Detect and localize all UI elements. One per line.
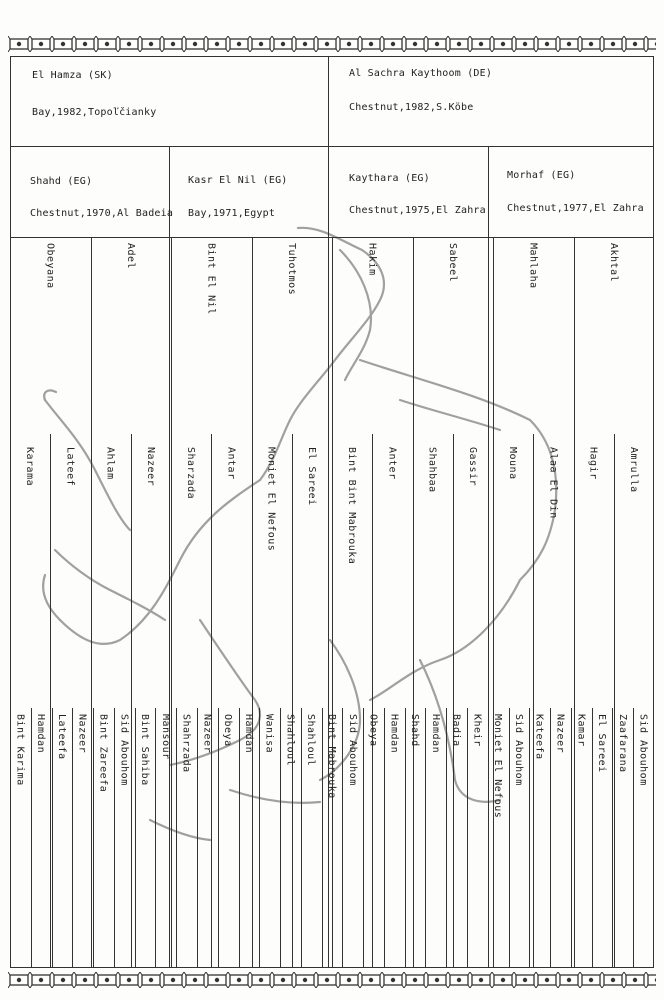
gen4-col-divider xyxy=(533,434,534,968)
gen5-col-divider xyxy=(467,708,468,968)
gen5-name: Kamar xyxy=(575,714,587,747)
gen5-name: Hamdan xyxy=(35,714,47,754)
gen5-col-divider xyxy=(425,708,426,968)
gen5-col-divider xyxy=(384,708,385,968)
gen5-name: Bint Karima xyxy=(14,714,26,786)
dam-name: Al Sachra Kaythoom (DE) xyxy=(349,68,493,79)
gen4-col-divider xyxy=(252,434,253,968)
dam-detail: Chestnut,1982,S.Köbe xyxy=(349,102,474,113)
gen5-col-divider xyxy=(135,708,136,968)
gen2-detail: Chestnut,1977,El Zahra xyxy=(507,203,644,214)
col-divider-gen1 xyxy=(328,56,329,968)
gen2-detail: Chestnut,1970,Al Badeia xyxy=(30,208,174,219)
gen5-col-divider xyxy=(571,708,572,968)
gen5-name: Nazeer xyxy=(201,714,213,754)
gen2-name: Kaythara (EG) xyxy=(349,173,430,184)
gen5-col-divider xyxy=(550,708,551,968)
gen5-name: Kateefa xyxy=(533,714,545,760)
gen5-col-divider xyxy=(529,708,530,968)
gen5-col-divider xyxy=(239,708,240,968)
sire-detail: Bay,1982,Topoľčianky xyxy=(32,107,157,118)
gen4-col-divider xyxy=(453,434,454,968)
gen5-name: Mansour xyxy=(159,714,171,760)
gen3-name: Obeyana xyxy=(44,243,56,289)
gen5-name: Hamdan xyxy=(388,714,400,754)
gen4-name: Karama xyxy=(24,447,36,487)
gen5-col-divider xyxy=(218,708,219,968)
sire-name: El Hamza (SK) xyxy=(32,70,113,81)
gen4-name: Gassir xyxy=(466,447,478,487)
gen5-col-divider xyxy=(301,708,302,968)
gen4-name: El Sareei xyxy=(305,447,317,506)
gen2-name: Morhaf (EG) xyxy=(507,170,576,181)
gen5-name: Bint Sahiba xyxy=(139,714,151,786)
gen5-col-divider xyxy=(446,708,447,968)
gen5-name: Nazeer xyxy=(554,714,566,754)
gen5-name: Shahrzada xyxy=(180,714,192,773)
gen2-name: Kasr El Nil (EG) xyxy=(188,175,288,186)
gen3-name: Adel xyxy=(124,243,136,270)
gen5-col-divider xyxy=(342,708,343,968)
gen5-name: Wanisa xyxy=(263,714,275,754)
gen4-name: Anter xyxy=(386,447,398,480)
gen4-name: Amrulla xyxy=(627,447,639,493)
gen5-name: Sid Abouhom xyxy=(637,714,649,786)
gen5-col-divider xyxy=(405,708,406,968)
gen5-col-divider xyxy=(280,708,281,968)
gen5-name: Badia xyxy=(450,714,462,747)
gen5-name: Bint Zareefa xyxy=(97,714,109,793)
gen4-col-divider xyxy=(292,434,293,968)
gen5-col-divider xyxy=(31,708,32,968)
gen4-name: Shahbaa xyxy=(426,447,438,493)
gen3-name: Sabeel xyxy=(446,243,458,283)
gen4-col-divider xyxy=(91,434,92,968)
gen5-name: Obeya xyxy=(222,714,234,747)
gen4-col-divider xyxy=(493,434,494,968)
gen4-name: Moniet El Nefous xyxy=(265,447,277,552)
gen4-col-divider xyxy=(614,434,615,968)
gen4-col-divider xyxy=(131,434,132,968)
gen5-name: Obeya xyxy=(367,714,379,747)
gen5-col-divider xyxy=(488,708,489,968)
gen5-col-divider xyxy=(197,708,198,968)
gen5-col-divider xyxy=(93,708,94,968)
gen5-col-divider xyxy=(633,708,634,968)
gen5-col-divider xyxy=(509,708,510,968)
gen5-col-divider xyxy=(176,708,177,968)
gen2-detail: Chestnut,1975,El Zahra xyxy=(349,205,486,216)
gen4-name: Mouna xyxy=(507,447,519,480)
gen5-col-divider xyxy=(322,708,323,968)
gen4-name: Nazeer xyxy=(144,447,156,487)
gen5-name: El Sareei xyxy=(596,714,608,773)
gen5-name: Moniet El Nefous xyxy=(492,714,504,819)
gen5-name: Shahd xyxy=(409,714,421,747)
gen5-name: Lateefa xyxy=(55,714,67,760)
gen3-name: Akhtal xyxy=(607,243,619,283)
gen4-col-divider xyxy=(50,434,51,968)
gen4-col-divider xyxy=(413,434,414,968)
gen5-col-divider xyxy=(612,708,613,968)
gen4-name: Bint Bint Mabrouka xyxy=(346,447,358,565)
gen5-col-divider xyxy=(52,708,53,968)
gen5-name: Zaafarana xyxy=(616,714,628,773)
gen4-name: Hagir xyxy=(587,447,599,480)
gen5-col-divider xyxy=(155,708,156,968)
row-divider-gen1 xyxy=(10,146,654,147)
gen5-name: Bint Mabrouka xyxy=(326,714,337,799)
gen4-name: Lateef xyxy=(64,447,76,487)
gen2-name: Shahd (EG) xyxy=(30,176,93,187)
gen4-name: Antar xyxy=(225,447,237,480)
gen5-name: Sid Abouhom xyxy=(118,714,130,786)
gen3-name: Hakim xyxy=(366,243,378,276)
gen5-col-divider xyxy=(592,708,593,968)
gen5-name: Hamdan xyxy=(242,714,254,754)
gen5-name: Sid Abouhom xyxy=(346,714,358,786)
gen4-name: Sharzada xyxy=(185,447,197,500)
gen3-name: Tuhotmos xyxy=(285,243,297,296)
gen5-col-divider xyxy=(114,708,115,968)
gen4-col-divider xyxy=(211,434,212,968)
gen4-col-divider xyxy=(372,434,373,968)
gen3-name: Mahlaha xyxy=(527,243,539,289)
gen3-name: Bint El Nil xyxy=(205,243,217,315)
col-divider-gen2-a xyxy=(169,146,170,968)
gen4-col-divider xyxy=(574,434,575,968)
gen4-col-divider xyxy=(171,434,172,968)
gen5-col-divider xyxy=(259,708,260,968)
gen5-name: Sid Abouhom xyxy=(512,714,524,786)
gen4-name: Ahlam xyxy=(104,447,116,480)
gen5-name: Shahloul xyxy=(305,714,317,767)
gen2-detail: Bay,1971,Egypt xyxy=(188,208,276,219)
gen5-col-divider xyxy=(72,708,73,968)
gen5-name: Kheir xyxy=(471,714,483,747)
gen4-name: Alaa El Din xyxy=(547,447,559,519)
gen5-col-divider xyxy=(363,708,364,968)
gen5-name: Shahloul xyxy=(284,714,296,767)
gen5-name: Hamdan xyxy=(429,714,441,754)
gen5-name: Nazeer xyxy=(76,714,88,754)
gen4-col-divider xyxy=(332,434,333,968)
